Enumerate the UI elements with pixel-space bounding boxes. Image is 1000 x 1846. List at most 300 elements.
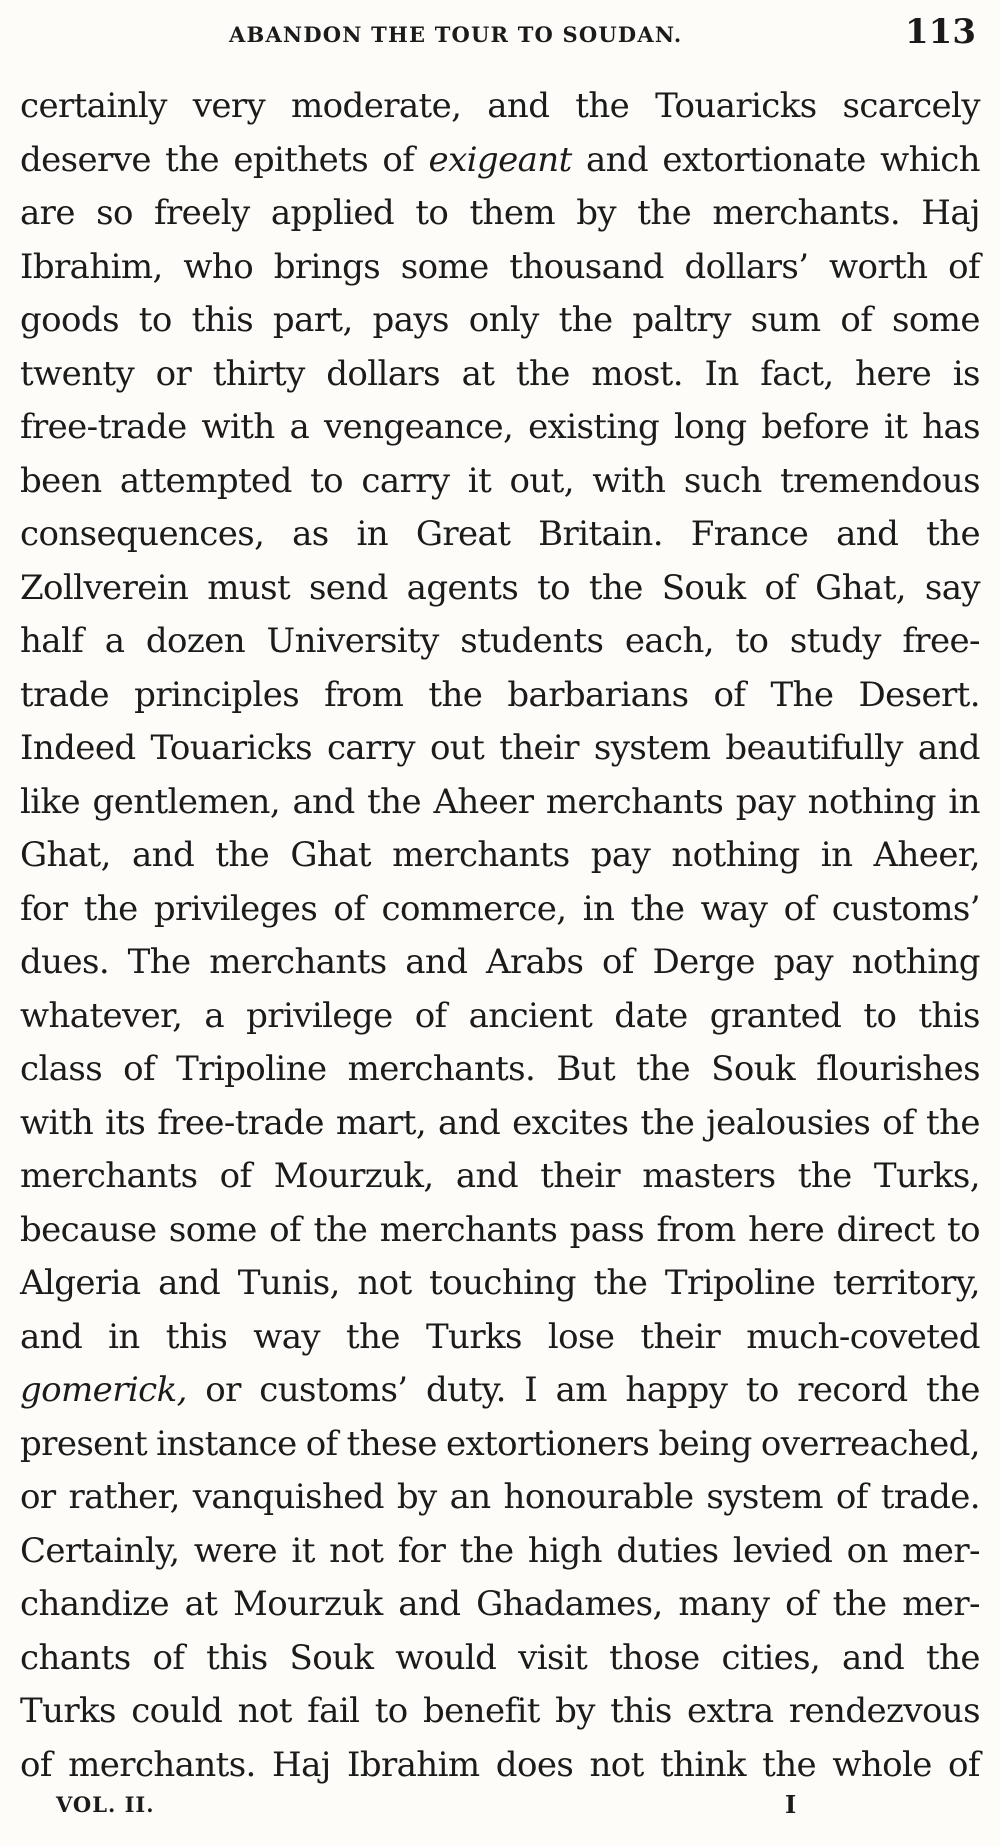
word: this [206, 1637, 268, 1678]
word: send [308, 567, 388, 608]
word: free- [902, 621, 980, 661]
word: cities, [721, 1637, 821, 1678]
word: their [640, 1316, 721, 1357]
text-line [20, 1043, 980, 1097]
word: of [152, 1637, 185, 1678]
word: certainly [20, 86, 167, 126]
word: out [429, 728, 485, 768]
word: the [593, 1263, 648, 1303]
word: each, [624, 621, 714, 661]
word: whatever, [20, 995, 183, 1036]
word: of [123, 1049, 156, 1089]
word: for [397, 1530, 446, 1571]
word: Certainly, [20, 1530, 180, 1571]
word: pays [372, 300, 449, 340]
word: the [515, 353, 570, 394]
word: and [131, 835, 195, 875]
text-line [20, 134, 980, 188]
word: privileges [153, 888, 318, 929]
word: much-coveted [746, 1316, 980, 1357]
word: this [165, 1316, 228, 1357]
word: brings [273, 246, 381, 287]
word: to [947, 1209, 980, 1250]
word: their [540, 1156, 621, 1196]
word: of [948, 246, 980, 287]
page-number: 113 [905, 12, 976, 52]
word: rather, [68, 1477, 180, 1517]
word: has [922, 407, 980, 447]
word: of [414, 995, 447, 1036]
word: duty. [425, 1370, 506, 1410]
word: deserve [20, 139, 151, 180]
word: carry [326, 728, 415, 768]
word: of [20, 1744, 52, 1785]
word: gentlemen, [92, 781, 281, 822]
word: Touaricks [150, 728, 312, 768]
word: this [918, 995, 980, 1036]
word: carry [361, 460, 450, 501]
word: to [745, 1370, 779, 1410]
word: ancient [468, 995, 593, 1036]
word: epithets [233, 139, 369, 180]
word: the [83, 888, 138, 929]
word: part, [272, 300, 353, 340]
word: the [428, 674, 483, 715]
word: those [609, 1637, 700, 1678]
text-line [20, 1311, 980, 1365]
word: the [926, 514, 980, 554]
volume-signature: VOL. II. [56, 1792, 155, 1817]
word: and [455, 1156, 518, 1196]
word: here [748, 1209, 825, 1250]
italic-word: exigeant [428, 139, 572, 180]
word: in [108, 1316, 140, 1357]
word: flourishes [816, 1049, 980, 1089]
word: to [537, 567, 571, 608]
text-line [20, 562, 980, 616]
word: not [357, 1263, 412, 1303]
word: to [735, 621, 769, 661]
word: long [673, 407, 747, 447]
word: applied [270, 193, 395, 233]
word: some [168, 1209, 257, 1250]
word: customs’ [259, 1370, 408, 1410]
word: which [880, 139, 980, 180]
word: study [789, 621, 881, 661]
word: to [863, 995, 897, 1036]
word: pay [773, 942, 834, 982]
word: very [192, 86, 266, 126]
word: or [155, 353, 192, 394]
text-line [20, 669, 980, 723]
word: attempted [119, 460, 292, 501]
word: happy [625, 1370, 728, 1410]
word: customs’ [831, 888, 980, 929]
text-line [20, 1685, 980, 1739]
word: to [415, 193, 449, 233]
page-footer [22, 1790, 980, 1834]
word: merchants. [347, 1049, 536, 1089]
word: class [20, 1049, 103, 1089]
word: visit [518, 1637, 588, 1678]
word: not [589, 1744, 644, 1785]
word: to [374, 1691, 408, 1731]
word: of [882, 1102, 915, 1143]
word: of [219, 1156, 252, 1196]
word: overreached, [760, 1423, 980, 1464]
text-line [20, 1204, 980, 1258]
word: excites [512, 1102, 629, 1143]
text-line [20, 1097, 980, 1151]
word: of [601, 942, 634, 982]
word: does [495, 1744, 574, 1785]
word: dollars’ [684, 246, 809, 287]
word: masters [642, 1156, 776, 1196]
word: students [460, 621, 604, 661]
word: free-trade [20, 407, 187, 447]
word: freely [154, 193, 250, 233]
word: and [438, 1102, 501, 1143]
word: and [842, 1637, 905, 1678]
word: the [762, 1744, 817, 1785]
word: Haj [921, 193, 980, 233]
word: the [313, 1209, 368, 1250]
word: the [346, 1316, 400, 1357]
word: dollars [326, 353, 441, 394]
word: record [797, 1370, 908, 1410]
word: Souk [661, 567, 746, 608]
word: scarcely [842, 86, 980, 126]
word: present [20, 1423, 148, 1464]
word: were [193, 1530, 278, 1571]
word: mer- [902, 1530, 980, 1571]
word: Turks, [873, 1156, 980, 1196]
word: the [926, 1370, 980, 1410]
word: of [764, 567, 797, 608]
word: on [846, 1530, 888, 1571]
text-line [20, 187, 980, 241]
word: of [840, 300, 873, 340]
word: the [926, 1102, 980, 1143]
text-line [20, 722, 980, 776]
word: nothing [851, 942, 980, 982]
word: most. [591, 353, 683, 394]
word: barbarians [507, 674, 689, 715]
word: a [204, 995, 225, 1036]
word: and [917, 728, 980, 768]
word: high [527, 1530, 602, 1571]
text-line [20, 348, 980, 402]
word: am [555, 1370, 607, 1410]
word: the [575, 86, 630, 126]
word: of [713, 674, 746, 715]
word: commerce, [381, 888, 567, 929]
text-line [20, 936, 980, 990]
word: merchants. [712, 193, 901, 233]
word: privilege [246, 995, 393, 1036]
word: Algeria [20, 1263, 141, 1303]
word: thirty [212, 353, 305, 394]
word: some [400, 246, 489, 287]
word: France [690, 514, 809, 554]
word: extortionate [662, 139, 866, 180]
word: the [636, 1049, 691, 1089]
word: I [524, 1370, 538, 1410]
word: Ghat, [20, 835, 111, 875]
text-line [20, 241, 980, 295]
word: consequences, [20, 514, 265, 554]
word: some [892, 300, 980, 340]
word: being [658, 1423, 752, 1464]
word: chants [20, 1637, 131, 1678]
text-line [20, 776, 980, 830]
word: Britain. [538, 514, 663, 554]
word: honourable [503, 1477, 694, 1517]
word: pay [590, 835, 651, 875]
word: fail [307, 1691, 360, 1731]
word: direct [836, 1209, 935, 1250]
word: half [20, 621, 84, 661]
word: Touaricks [655, 86, 817, 126]
word: the [832, 1584, 887, 1624]
word: not [329, 1530, 384, 1571]
word: who [183, 246, 254, 287]
word: by [396, 1477, 437, 1517]
word: many [678, 1584, 770, 1624]
word: Haj [272, 1744, 331, 1785]
text-line [20, 1364, 980, 1418]
word: vengeance, [323, 407, 514, 447]
word: tremendous [780, 460, 980, 501]
word: extra [687, 1691, 774, 1731]
word: rendezvous [788, 1691, 980, 1731]
word: Zollverein [20, 567, 189, 608]
text-line [20, 1739, 980, 1793]
word: in [582, 888, 615, 929]
word: the [165, 139, 220, 180]
word: and [405, 942, 468, 982]
word: chandize [20, 1584, 169, 1624]
word: pay [735, 781, 796, 822]
word: nothing [671, 835, 800, 875]
word: for [20, 888, 68, 929]
word: them [469, 193, 556, 233]
text-line [20, 455, 980, 509]
word: dues. [20, 942, 110, 982]
word: merchants [209, 942, 387, 982]
word: nothing [807, 781, 936, 822]
text-line [20, 990, 980, 1044]
word: like [20, 781, 81, 822]
word: system [706, 1477, 823, 1517]
word: and [158, 1263, 221, 1303]
word: whole [832, 1744, 932, 1785]
word: not [237, 1691, 292, 1731]
word: this [610, 1691, 672, 1731]
text-line [20, 401, 980, 455]
word: the [640, 1102, 695, 1143]
word: only [468, 300, 539, 340]
text-line [20, 1632, 980, 1686]
word: from [656, 1209, 736, 1250]
word: with [592, 460, 666, 501]
word: Tripoline [176, 1049, 327, 1089]
word: at [184, 1584, 218, 1624]
italic-word: gomerick, [20, 1370, 187, 1410]
word: of [835, 1477, 868, 1517]
word: of [785, 1584, 818, 1624]
word: trade [20, 674, 110, 715]
text-line [20, 508, 980, 562]
word: The [770, 674, 834, 715]
word: or [20, 1477, 56, 1517]
word: granted [709, 995, 842, 1036]
word: it [291, 1530, 315, 1571]
word: Derge [652, 942, 755, 982]
word: pass [569, 1209, 645, 1250]
word: beautifully [725, 728, 903, 768]
word: of [783, 888, 816, 929]
word: a [104, 621, 125, 661]
word: Tripoline [664, 1263, 816, 1303]
word: of [305, 1423, 338, 1464]
word: Ibrahim, [20, 246, 163, 287]
word: as [292, 514, 329, 554]
word: Aheer [433, 781, 534, 822]
word: the [459, 1530, 514, 1571]
word: levied [732, 1530, 833, 1571]
word: extortioners [446, 1423, 650, 1464]
word: these [346, 1423, 437, 1464]
word: been [20, 460, 102, 501]
word: or [205, 1370, 241, 1410]
word: say [924, 567, 980, 608]
text-line [20, 615, 980, 669]
word: of [269, 1209, 302, 1250]
word: mart, [335, 1102, 427, 1143]
text-line [20, 294, 980, 348]
word: the [637, 193, 692, 233]
word: the [215, 835, 270, 875]
word: trade. [880, 1477, 980, 1517]
word: would [395, 1637, 497, 1678]
word: Souk [711, 1049, 795, 1089]
word: merchants [545, 781, 724, 822]
word: is [952, 353, 980, 394]
word: at [461, 353, 495, 394]
word: a [289, 407, 310, 447]
word: in [948, 781, 980, 822]
word: Mourzuk, [273, 1156, 434, 1196]
word: Indeed [20, 728, 136, 768]
word: goods [20, 300, 119, 340]
word: Mourzuk [233, 1584, 383, 1624]
word: agents [406, 567, 519, 608]
word: from [324, 674, 404, 715]
word: so [96, 193, 133, 233]
text-line [20, 1418, 980, 1472]
word: benefit [422, 1691, 540, 1731]
word: date [614, 995, 688, 1036]
word: Tunis, [237, 1263, 340, 1303]
word: the [797, 1156, 852, 1196]
word: In [704, 353, 739, 394]
word: with [20, 1102, 94, 1143]
word: must [207, 567, 291, 608]
word: because [20, 1209, 157, 1250]
word: University [266, 621, 439, 661]
word: of [382, 139, 415, 180]
word: way [700, 888, 768, 929]
word: mer- [902, 1584, 980, 1624]
word: thousand [509, 246, 664, 287]
word: Turks [425, 1316, 522, 1357]
word: Aheer, [873, 835, 980, 875]
word: way [253, 1316, 321, 1357]
word: Ghat [290, 835, 371, 875]
word: before [761, 407, 870, 447]
body-paragraph [20, 80, 980, 1792]
word: existing [528, 407, 660, 447]
word: moderate, [291, 86, 462, 126]
word: the [630, 888, 685, 929]
running-head-title: ABANDON THE TOUR TO SOUDAN. [229, 22, 683, 47]
word: The [127, 942, 191, 982]
word: and [292, 781, 355, 822]
word: here [855, 353, 932, 394]
gathering-signature: I [785, 1790, 797, 1819]
word: Desert. [858, 674, 980, 715]
text-line [20, 80, 980, 134]
word: duties [616, 1530, 719, 1571]
word: instance [156, 1423, 297, 1464]
word: it [883, 407, 908, 447]
text-line [20, 829, 980, 883]
word: lose [547, 1316, 615, 1357]
word: merchants [20, 1156, 198, 1196]
word: fact, [760, 353, 834, 394]
word: territory, [832, 1263, 980, 1303]
word: But [556, 1049, 616, 1089]
word: dozen [145, 621, 246, 661]
text-line [20, 1471, 980, 1525]
word: such [683, 460, 762, 501]
word: system [593, 728, 711, 768]
word: the [367, 781, 421, 822]
word: free-trade [157, 1102, 324, 1143]
word: principles [134, 674, 300, 715]
word: the [558, 300, 613, 340]
word: Arabs [486, 942, 584, 982]
word: to [310, 460, 344, 501]
word: worth [829, 246, 928, 287]
word: in [820, 835, 853, 875]
running-head [22, 8, 980, 60]
word: merchants. [68, 1744, 256, 1785]
word: could [131, 1691, 223, 1731]
word: paltry [632, 300, 731, 340]
word: jealousies [706, 1102, 871, 1143]
word: and [487, 86, 550, 126]
text-line [20, 883, 980, 937]
word: touching [429, 1263, 576, 1303]
word: to [138, 300, 172, 340]
word: of [948, 1744, 980, 1785]
word: vanquished [192, 1477, 384, 1517]
word: in [356, 514, 389, 554]
word: an [449, 1477, 491, 1517]
word: Souk [289, 1637, 374, 1678]
